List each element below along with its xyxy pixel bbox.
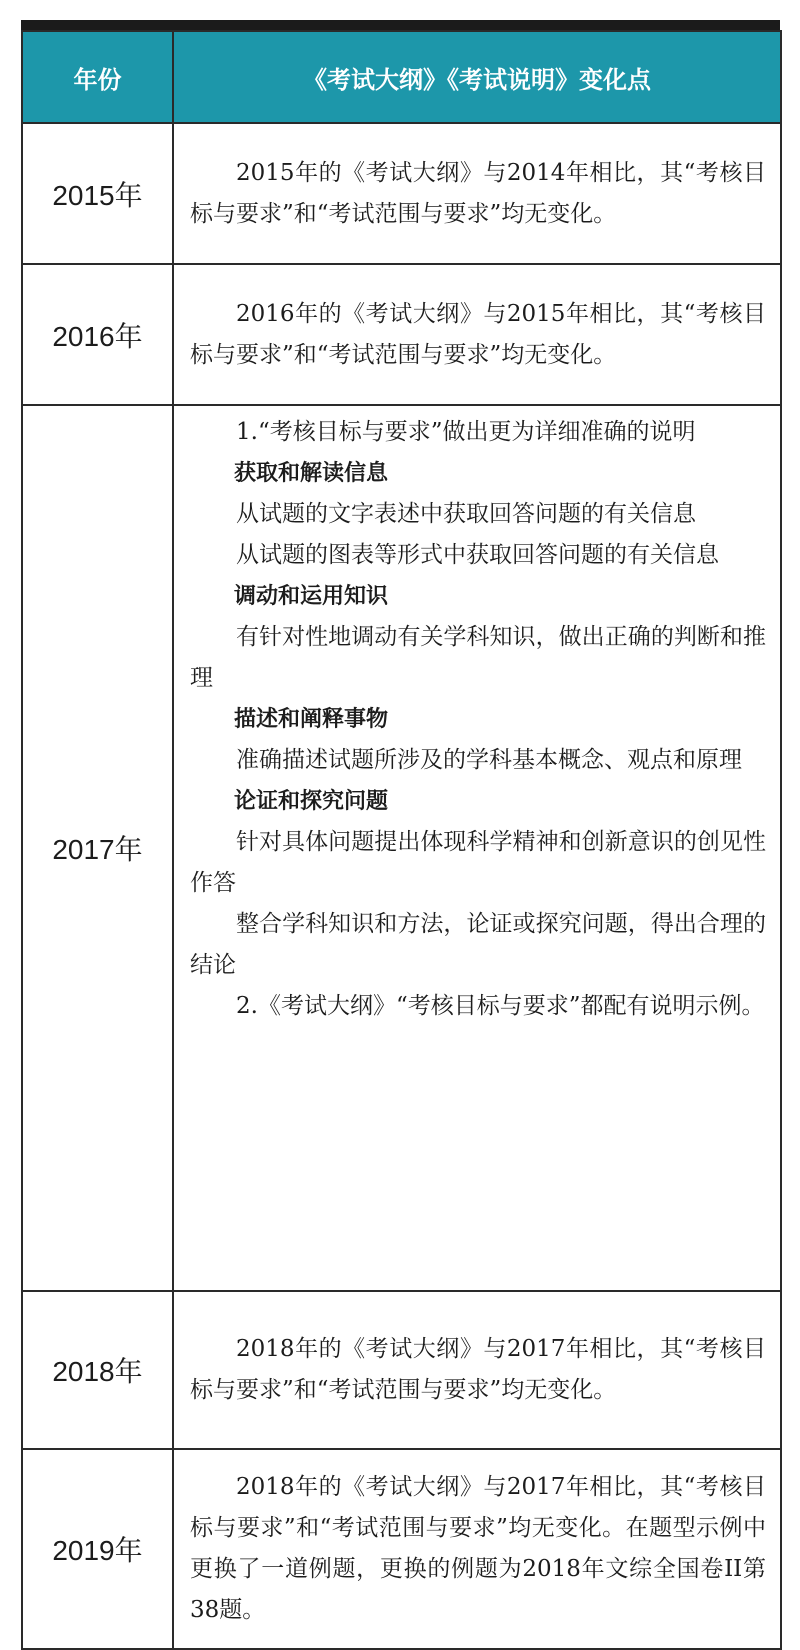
table-row: [22, 264, 781, 405]
subheading: 获取和解读信息: [234, 461, 389, 486]
year-cell: 2015年: [22, 123, 173, 264]
header-row: [22, 31, 781, 123]
change-cell: [173, 1291, 781, 1449]
subheading: 描述和阐释事物: [234, 707, 389, 732]
year-cell: 2018年: [22, 1291, 173, 1449]
change-text: 2016年的《考试大纲》与2015年相比，其“考核目标与要求”和“考试范围与要求”均无变化。: [190, 300, 766, 368]
change-cell: [173, 123, 781, 264]
change-text: 准确描述试题所涉及的学科基本概念、观点和原理: [236, 747, 742, 773]
year-column-header: 年份: [22, 31, 173, 123]
subheading: 论证和探究问题: [234, 789, 389, 814]
change-text: 2018年的《考试大纲》与2017年相比，其“考核目标与要求”和“考试范围与要求”均无变化。在题型示例中更换了一道例题，更换的例题为2018年文综全国卷II第38题。: [190, 1474, 766, 1623]
exam-outline-changes-table: [21, 30, 782, 1650]
year-cell: 2017年: [22, 405, 173, 1291]
change-text: 2018年的《考试大纲》与2017年相比，其“考核目标与要求”和“考试范围与要求”均无变化。: [190, 1336, 766, 1403]
change-text: 从试题的图表等形式中获取回答问题的有关信息: [236, 542, 719, 568]
change-text: 2.《考试大纲》“考核目标与要求”都配有说明示例。: [236, 993, 765, 1019]
year-cell: 2019年: [22, 1449, 173, 1649]
table-row: [22, 1291, 781, 1449]
change-cell: [173, 405, 781, 1291]
change-cell: [173, 264, 781, 405]
subheading: 调动和运用知识: [234, 584, 389, 609]
change-text: 2015年的《考试大纲》与2014年相比，其“考核目标与要求”和“考试范围与要求”均无变化。: [190, 159, 766, 227]
table-row: [22, 123, 781, 264]
year-cell: 2016年: [22, 264, 173, 405]
change-text: 整合学科知识和方法，论证或探究问题，得出合理的结论: [190, 911, 766, 978]
change-cell: [173, 1449, 781, 1649]
table-top-bar: [21, 20, 780, 30]
change-text: 从试题的文字表述中获取回答问题的有关信息: [236, 501, 696, 527]
changes-column-header: 《考试大纲》《考试说明》变化点: [173, 31, 781, 123]
table-row: [22, 1449, 781, 1649]
table-row: [22, 405, 781, 1291]
change-text: 有针对性地调动有关学科知识，做出正确的判断和推理: [190, 624, 766, 691]
change-text: 1.“考核目标与要求”做出更为详细准确的说明: [236, 419, 696, 445]
change-text: 针对具体问题提出体现科学精神和创新意识的创见性作答: [190, 829, 766, 896]
